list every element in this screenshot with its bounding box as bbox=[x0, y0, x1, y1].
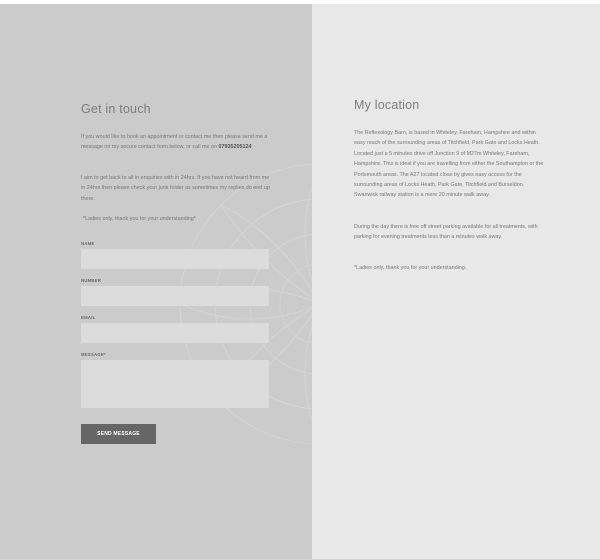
number-input[interactable] bbox=[81, 286, 269, 306]
location-panel bbox=[312, 4, 600, 559]
email-input[interactable] bbox=[81, 323, 269, 343]
email-label: EMAIL bbox=[81, 315, 96, 320]
message-label: MESSAGE* bbox=[81, 352, 106, 357]
contact-intro bbox=[81, 132, 271, 153]
name-label: NAME bbox=[81, 241, 95, 246]
location-paragraph-1: The Reflexology Barn, is based in Whiteley, Fareham, Hampshire and within easy reach of the surrounding areas of Titchfield, Park Gate and Locks Heath. Located just a 5 minutes drive off Junction 9 of M27m Whiteley, Fareham, Hampshire. This is ideal if you are travelling from either the Southampton or the Portsmouth areas. The A27 located close by gives easy access for the surrounding areas of Locks Heath, Park Gate, Titchfield and Burseldon. Swanwick railway station is a mere 20 minute walk away. bbox=[354, 130, 544, 199]
location-heading: My location bbox=[354, 98, 420, 112]
contact-note: *Ladies only, thank you for your understanding* bbox=[83, 216, 196, 222]
location-paragraph-2: During the day there is free off street parking available for all treatments, with parking for evening treatments less than a minutes walk away. bbox=[354, 224, 538, 241]
contact-intro-text: If you would like to book an appointment or contact me then please send me a message on my secure contact form below, or call me on bbox=[81, 134, 268, 151]
name-input[interactable] bbox=[81, 249, 269, 269]
send-message-button[interactable]: SEND MESSAGE bbox=[81, 424, 156, 444]
contact-panel bbox=[0, 4, 312, 559]
location-note: *Ladies only, thank you for your understanding. bbox=[354, 265, 467, 271]
contact-heading: Get in touch bbox=[81, 102, 151, 116]
contact-followup: I aim to get back to all in enquiries with in 24hrs. If you have not heard from me in 24hrs then please check your junk folder as sometimes my replies do end up there. bbox=[81, 175, 270, 202]
number-label: NUMBER bbox=[81, 278, 102, 283]
contact-phone[interactable]: 07935205124 bbox=[218, 144, 252, 151]
message-textarea[interactable] bbox=[81, 360, 269, 408]
